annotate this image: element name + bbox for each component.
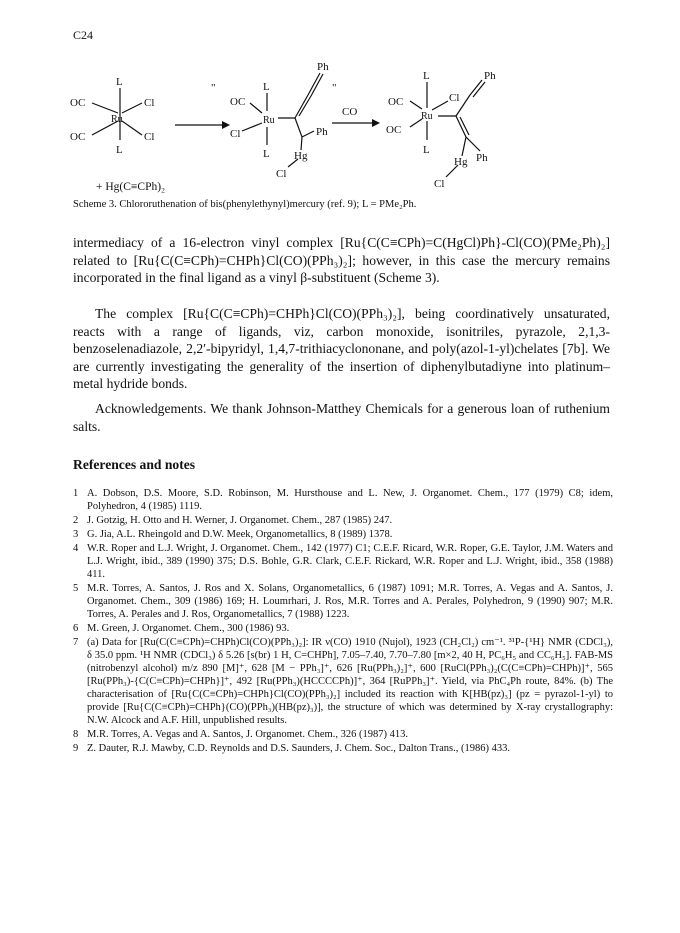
phenyl-label: Ph [317, 61, 329, 73]
arrow-head-2 [372, 119, 380, 127]
reference-number: 3 [73, 529, 79, 540]
reference-number: 9 [73, 743, 79, 754]
carbon-monoxide-label: CO [342, 106, 358, 118]
prime-mark: " [332, 82, 337, 94]
page-number: C24 [73, 28, 94, 42]
carbonyl-label: OC [388, 96, 404, 108]
carbonyl-label: OC [70, 97, 86, 109]
reference-item [73, 542, 613, 581]
phenyl-label: Ph [316, 126, 328, 138]
reference-text: M.R. Torres, A. Santos, J. Ros and X. Solans, Organometallics, 6 (1987) 1091; M.R. Torres, A. Vegas and A. Santos, J. Organomet. Chem., 309 (1986) 169; H. Loumrhari, J. Ros, M.R. Torres and A. Perales, Polyhedron, 9 (1990) 907; M.R. Torres, A. Perales and J. Ros, Organometallics, 7 (1988) 1223. [87, 583, 613, 620]
reference-text: M.R. Torres, A. Vegas and A. Santos, J. Organomet. Chem., 326 (1987) 413. [87, 729, 408, 740]
acknowledgements-paragraph: Acknowledgements. We thank Johnson-Matthey Chemicals for a generous loan of ruthenium salts. [73, 401, 610, 434]
reference-number: 1 [73, 488, 79, 499]
reference-item [73, 582, 613, 621]
ruthenium-label: Ru [421, 111, 433, 122]
carbonyl-label: OC [386, 124, 402, 136]
reference-item [73, 636, 613, 727]
phenyl-label: Ph [484, 70, 496, 82]
carbonyl-label: OC [70, 131, 86, 143]
reference-item [73, 487, 613, 513]
reference-text: Z. Dauter, R.J. Mawby, C.D. Reynolds and D.S. Saunders, J. Chem. Soc., Dalton Trans., (1986) 433. [87, 743, 510, 754]
chloride-label: Cl [144, 131, 155, 143]
ligand-label: L [263, 81, 270, 93]
chloride-label: Cl [276, 168, 287, 180]
reference-text: J. Gotzig, H. Otto and H. Werner, J. Organomet. Chem., 287 (1985) 247. [87, 515, 393, 526]
reference-number: 2 [73, 515, 79, 526]
chloride-label: Cl [434, 178, 445, 190]
chloride-label: Cl [449, 92, 460, 104]
reference-item [73, 528, 613, 541]
reference-item [73, 728, 613, 741]
reference-text: W.R. Roper and L.J. Wright, J. Organomet. Chem., 142 (1977) C1; C.E.F. Ricard, W.R. Roper, G.E. Taylor, J.M. Waters and L.J. Wright, ibid., 389 (1990) 375; D.S. Bohle, G.R. Clark, C.E.F. Rickard, W.R. Roper and L.J. Wright, ibid., 358 (1988) 411. [87, 543, 613, 580]
reference-number: 7 [73, 637, 79, 648]
ligand-label: L [263, 148, 270, 160]
reference-number: 4 [73, 543, 79, 554]
ruthenium-label: Ru [111, 114, 123, 125]
reference-text: A. Dobson, D.S. Moore, S.D. Robinson, M. Hursthouse and L. New, J. Organomet. Chem., 177 (1979) C8; idem, Polyhedron, 4 (1985) 1119. [87, 488, 613, 512]
chloride-label: Cl [144, 97, 155, 109]
mercury-label: Hg [454, 156, 468, 168]
references-heading: References and notes [73, 457, 196, 472]
phenyl-label: Ph [476, 152, 488, 164]
ligand-label: L [116, 144, 123, 156]
reaction-scheme [70, 55, 630, 220]
ruthenium-label: Ru [263, 115, 275, 126]
reference-list [73, 487, 613, 756]
chloride-label: Cl [230, 128, 241, 140]
reference-item [73, 514, 613, 527]
ligand-label: L [116, 76, 123, 88]
ligand-label: L [423, 144, 430, 156]
scheme-reagent: + Hg(C≡CPh)₂ [96, 181, 166, 193]
reference-text: G. Jia, A.L. Rheingold and D.W. Meek, Organometallics, 8 (1989) 1378. [87, 529, 393, 540]
reference-number: 8 [73, 729, 79, 740]
scheme-caption: Scheme 3. Chlororuthenation of bis(phenylethynyl)mercury (ref. 9); L = PMe₂Ph. [73, 199, 417, 210]
body-paragraph: The complex [Ru{C(C≡CPh)=CHPh}Cl(CO)(PPh₃)₂], being coordinatively unsaturated, reacts with a range of ligands, viz, carbon monoxide, isonitriles, pyrazole, 2,1,3-benzoselenadiazole, 2,2′-bipyridyl, 1,4,7-trithiacyclononane, and poly(azol-1-yl)chelates [7b]. We are currently investigating the generality of the insertion of diphenylbutadiyne into platinum–metal hydride bonds. [73, 306, 610, 392]
prime-mark: " [211, 82, 216, 94]
mercury-label: Hg [294, 150, 308, 162]
reference-number: 5 [73, 583, 79, 594]
scheme-drawing [70, 55, 630, 220]
body-paragraph: intermediacy of a 16-electron vinyl complex [Ru{C(C≡CPh)=C(HgCl)Ph}-Cl(CO)(PMe₂Ph)₂] related to [Ru{C(C≡CPh)=CHPh}Cl(CO)(PPh₃)₂]; however, in this case the mercury remains incorporated in the final ligand as a vinyl β-substituent (Scheme 3). [73, 235, 610, 286]
ligand-label: L [423, 70, 430, 82]
reference-number: 6 [73, 623, 79, 634]
carbonyl-label: OC [230, 96, 246, 108]
reference-text: (a) Data for [Ru(C(C≡CPh)=CHPh)Cl(CO)(PPh₃)₂]: IR ν(CO) 1910 (Nujol), 1923 (CH₂Cl₂) cm⁻¹. ³¹P-{¹H} NMR (CDCl₃), δ 35.0 ppm. ¹H NMR (CDCl₃) δ 5.26 [s(br) 1 H, C=CHPh], 7.05–7.40, 7.70–7.80 [m×2, 40 H, PC₆H₅ and CC₆H₅]. FAB-MS (nitrobenzyl alcohol) m/z 890 [M]⁺, 628 [M − PPh₃]⁺, 626 [Ru(PPh₃)₂]⁺, 600 [RuCl(PPh₃)₂(C(C≡CPh)=CHPh)]⁺, 565 [Ru(PPh₃)-{C(C≡CPh)=CHPh}]⁺, 492 [Ru(PPh₃)(HCCCCPh)]⁺, 364 [RuPPh₃]⁺. Yield, via PhC₄Ph route, 84%. (b) The characterisation of [Ru{C(C≡CPh)=CHPh}Cl(CO)(PPh₃)₂] included its reaction with K[HB(pz)₃] (pz = pyrazol-1-yl) to provide [Ru{C(C≡CPh)=CHPh}(CO)(PPh₃)(HB(pz)₃)], the structure of which was determined by X-ray crystallography: N.W. Alcock and A.F. Hill, unpublished results. [87, 637, 613, 726]
reference-item [73, 622, 613, 635]
reference-item [73, 742, 613, 755]
arrow-head-1 [222, 121, 230, 129]
reference-text: M. Green, J. Organomet. Chem., 300 (1986) 93. [87, 623, 290, 634]
